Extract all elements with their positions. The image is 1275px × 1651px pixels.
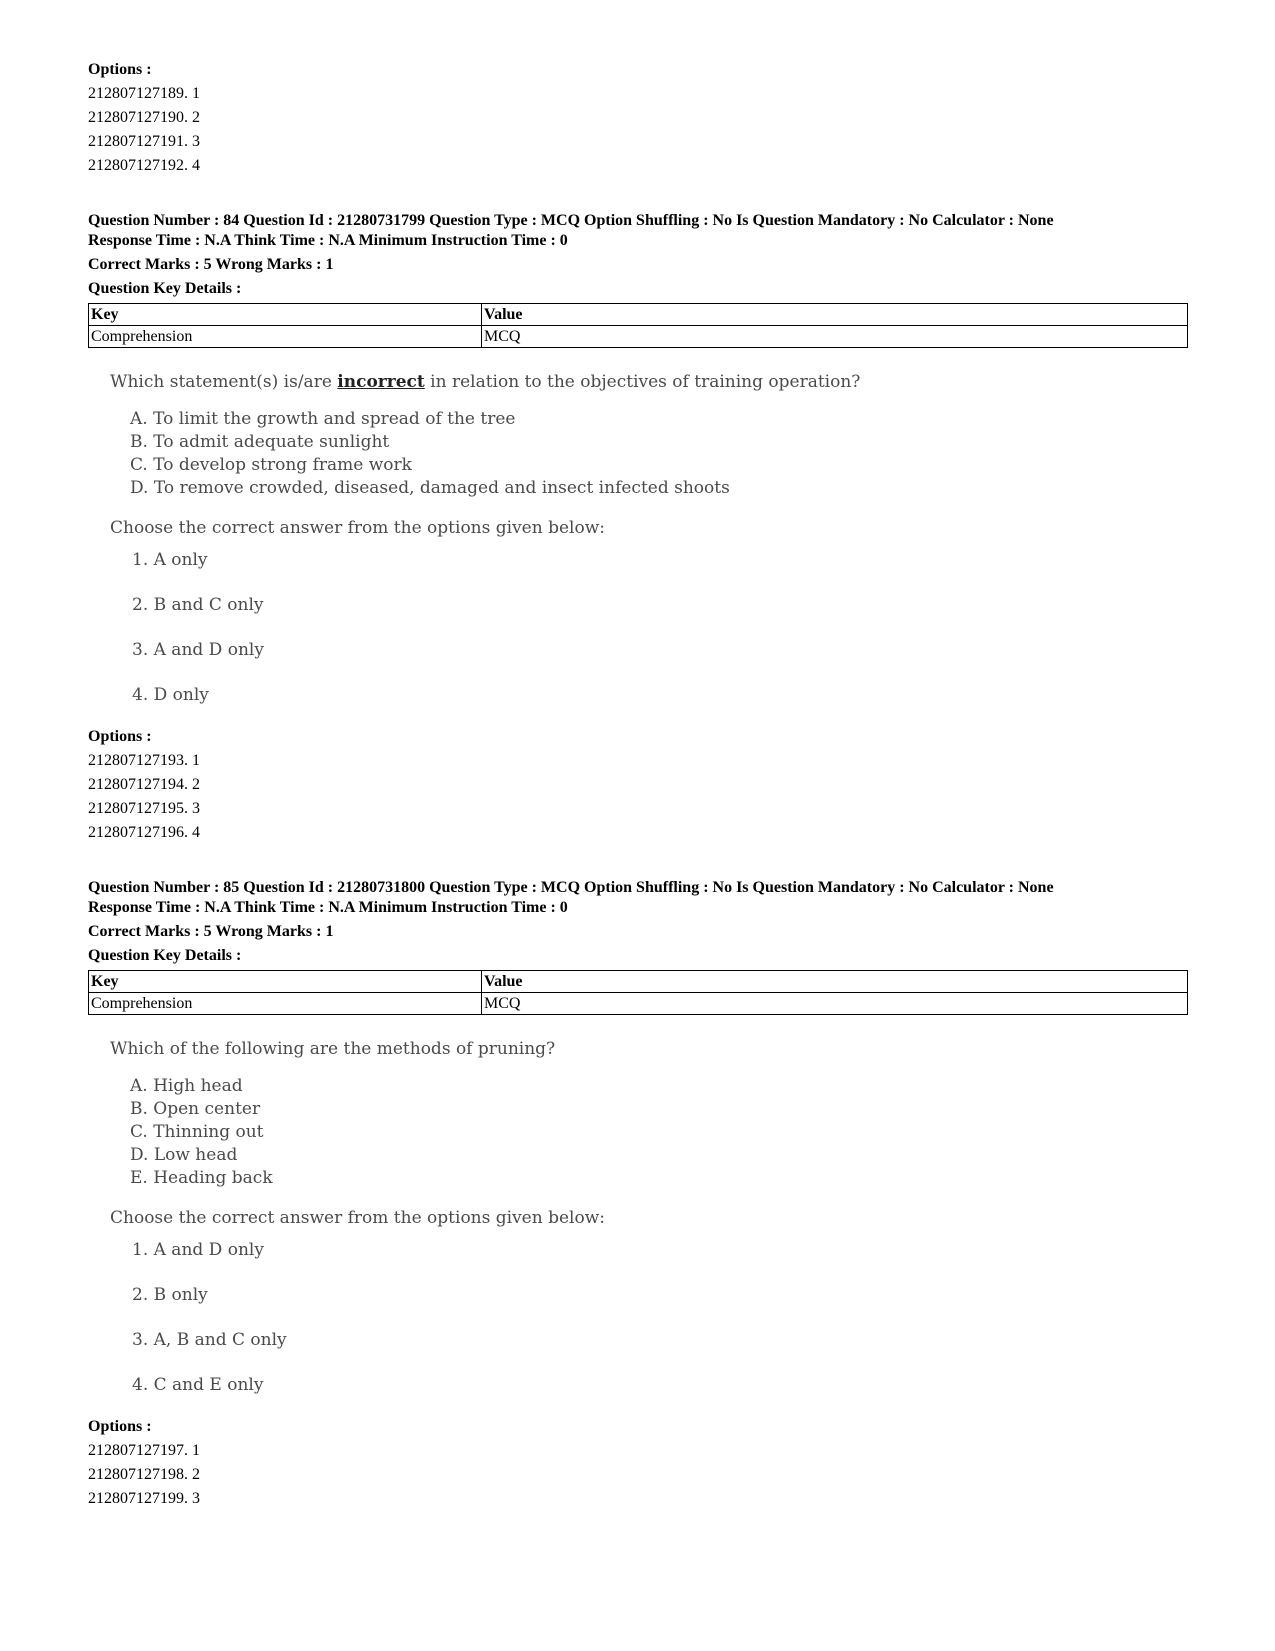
key-details-label: Question Key Details : (88, 947, 242, 964)
option-item: 212807127189. 1 (88, 85, 200, 102)
answer-list (132, 548, 1188, 711)
question-85 (88, 878, 1188, 1511)
option-item: 212807127197. 1 (88, 1442, 200, 1459)
table-header-value: Value (482, 304, 1188, 326)
answer-item: 4. D only (132, 685, 209, 705)
answer-item: 3. A, B and C only (132, 1330, 287, 1350)
statement-item: E. Heading back (130, 1168, 273, 1188)
option-item: 212807127198. 2 (88, 1466, 200, 1483)
question-marks: Correct Marks : 5 Wrong Marks : 1 (88, 923, 334, 940)
option-item: 212807127192. 4 (88, 157, 200, 174)
previous-question-options (88, 58, 1188, 178)
answer-item: 2. B and C only (132, 595, 264, 615)
statement-item: B. To admit adequate sunlight (130, 432, 390, 452)
statement-item: B. Open center (130, 1099, 261, 1119)
option-item: 212807127190. 2 (88, 109, 200, 126)
option-item: 212807127194. 2 (88, 776, 200, 793)
choose-instruction: Choose the correct answer from the options given below: (110, 518, 605, 538)
table-cell-value: MCQ (482, 326, 1188, 348)
choose-instruction: Choose the correct answer from the options given below: (110, 1208, 605, 1228)
option-item: 212807127193. 1 (88, 752, 200, 769)
statement-list (130, 1075, 1188, 1190)
table-row (89, 326, 1188, 348)
table-header-key: Key (89, 971, 482, 993)
statement-item: C. Thinning out (130, 1122, 264, 1142)
question-84 (88, 211, 1188, 845)
question-meta-line: Response Time : N.A Think Time : N.A Minimum Instruction Time : 0 (88, 232, 568, 249)
table-header-row (89, 304, 1188, 326)
question-stem: Which statement(s) is/are incorrect in relation to the objectives of training operation? (110, 372, 861, 392)
statement-item: A. To limit the growth and spread of the tree (130, 409, 516, 429)
answer-item: 2. B only (132, 1285, 208, 1305)
key-details-table (88, 970, 1188, 1015)
question-image (110, 370, 1188, 711)
answer-item: 3. A and D only (132, 640, 264, 660)
answer-item: 1. A only (132, 550, 208, 570)
options-label: Options : (88, 1418, 152, 1435)
table-header-row (89, 971, 1188, 993)
question-meta-line: Question Number : 84 Question Id : 21280731799 Question Type : MCQ Option Shuffling : No Is Question Mandatory : No Calculator : None (88, 212, 1054, 229)
option-item: 212807127195. 3 (88, 800, 200, 817)
question-image (110, 1037, 1188, 1401)
statement-item: A. High head (130, 1076, 243, 1096)
option-item: 212807127196. 4 (88, 824, 200, 841)
statement-item: D. To remove crowded, diseased, damaged and insect infected shoots (130, 478, 730, 498)
key-details-label: Question Key Details : (88, 280, 242, 297)
question-marks: Correct Marks : 5 Wrong Marks : 1 (88, 256, 334, 273)
statement-list (130, 408, 1188, 500)
key-details-table (88, 303, 1188, 348)
statement-item: C. To develop strong frame work (130, 455, 412, 475)
question-meta-line: Response Time : N.A Think Time : N.A Minimum Instruction Time : 0 (88, 899, 568, 916)
option-item: 212807127191. 3 (88, 133, 200, 150)
table-header-key: Key (89, 304, 482, 326)
answer-list (132, 1238, 1188, 1401)
option-item: 212807127199. 3 (88, 1490, 200, 1507)
emphasis-word: incorrect (337, 372, 425, 392)
table-header-value: Value (482, 971, 1188, 993)
table-cell-value: MCQ (482, 993, 1188, 1015)
table-row (89, 993, 1188, 1015)
table-cell-key: Comprehension (89, 993, 482, 1015)
statement-item: D. Low head (130, 1145, 238, 1165)
question-meta-line: Question Number : 85 Question Id : 21280731800 Question Type : MCQ Option Shuffling : No Is Question Mandatory : No Calculator : None (88, 879, 1054, 896)
question-stem: Which of the following are the methods of pruning? (110, 1039, 556, 1059)
answer-item: 1. A and D only (132, 1240, 264, 1260)
answer-item: 4. C and E only (132, 1375, 264, 1395)
document-page (88, 58, 1188, 1511)
options-label: Options : (88, 728, 152, 745)
table-cell-key: Comprehension (89, 326, 482, 348)
options-label: Options : (88, 61, 152, 78)
